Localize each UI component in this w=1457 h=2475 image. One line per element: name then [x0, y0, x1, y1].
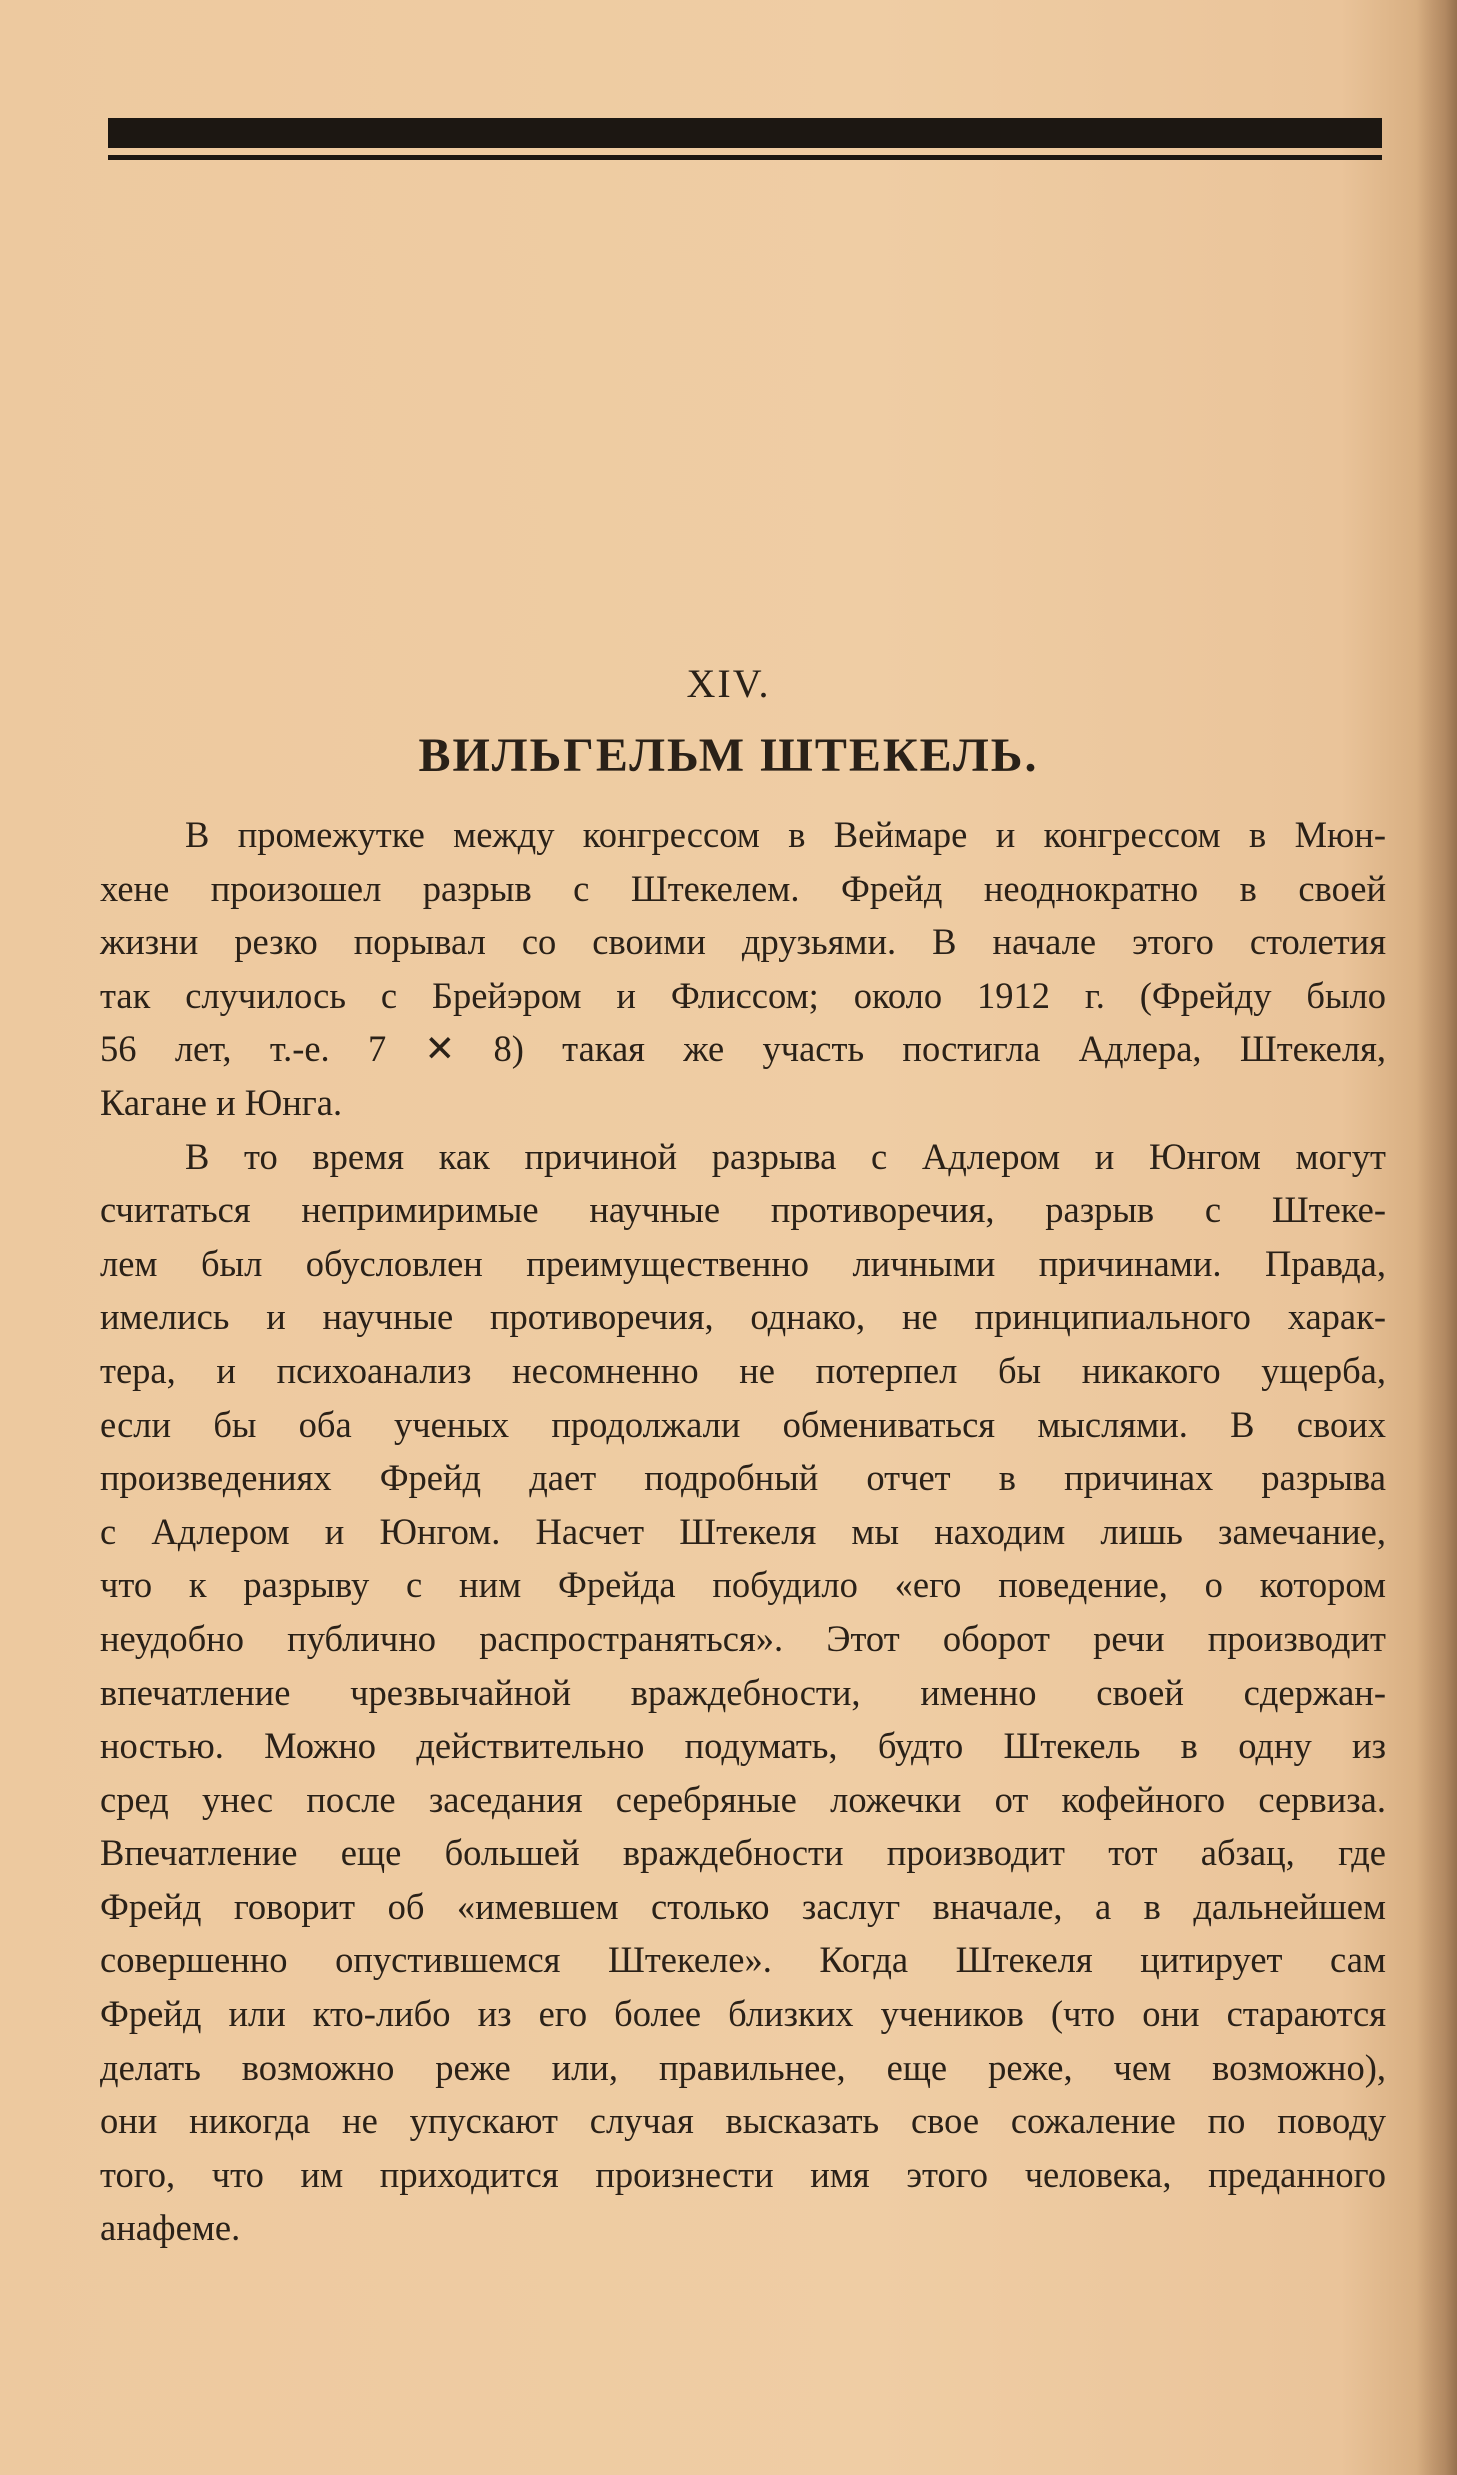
- text-line: впечатление чрезвычайной враждебности, именно своей сдержан-: [100, 1671, 1386, 1713]
- text-line: 56 лет, т.-е. 7 ✕ 8) такая же участь постигла Адлера, Штекеля,: [100, 1028, 1386, 1070]
- text-line: совершенно опустившемся Штекеле». Когда Штекеля цитирует сам: [100, 1939, 1386, 1981]
- chapter-body: [100, 808, 1386, 2255]
- text-line: считаться непримиримые научные противоречия, разрыв с Штеке-: [100, 1189, 1386, 1231]
- text-line: делать возможно реже или, правильнее, еще реже, чем возможно),: [100, 2046, 1386, 2088]
- page-spine-shadow: [1417, 0, 1457, 2475]
- text-line: Кагане и Юнга.: [100, 1081, 343, 1123]
- text-line: имелись и научные противоречия, однако, не принципиального харак-: [100, 1296, 1386, 1338]
- header-rule-thick: [108, 118, 1382, 148]
- text-line: Фрейд говорит об «имевшем столько заслуг вначале, а в дальнейшем: [100, 1885, 1386, 1927]
- text-line: произведениях Фрейд дает подробный отчет в причинах разрыва: [100, 1457, 1386, 1499]
- text-line: хене произошел разрыв с Штекелем. Фрейд неоднократно в своей: [100, 867, 1386, 909]
- text-line: лем был обусловлен преимущественно личными причинами. Правда,: [100, 1242, 1386, 1284]
- text-line: жизни резко порывал со своими друзьями. В начале этого столетия: [100, 921, 1386, 963]
- text-line: сред унес после заседания серебряные ложечки от кофейного сервиза.: [100, 1778, 1386, 1820]
- chapter-number: XIV.: [686, 661, 771, 706]
- text-line: неудобно публично распространяться». Этот оборот речи производит: [100, 1617, 1386, 1659]
- text-line: если бы оба ученых продолжали обмениваться мыслями. В своих: [100, 1403, 1386, 1445]
- text-line: тера, и психоанализ несомненно не потерпел бы никакого ущерба,: [100, 1349, 1386, 1391]
- text-line: с Адлером и Юнгом. Насчет Штекеля мы находим лишь замечание,: [100, 1510, 1386, 1552]
- text-line: В промежутке между конгрессом в Веймаре и конгрессом в Мюн-: [185, 814, 1386, 855]
- header-rule-thin: [108, 155, 1382, 160]
- text-line: того, что им приходится произнести имя этого человека, преданного: [100, 2153, 1386, 2195]
- text-line: что к разрыву с ним Фрейда побудило «его поведение, о котором: [100, 1564, 1386, 1606]
- text-line: Впечатление еще большей враждебности производит тот абзац, где: [100, 1832, 1386, 1874]
- text-line: так случилось с Брейэром и Флиссом; около 1912 г. (Фрейду было: [100, 974, 1386, 1016]
- paragraph-2: [100, 1130, 1386, 2255]
- paragraph-1: [100, 808, 1386, 1130]
- text-line: В то время как причиной разрыва с Адлером и Юнгом могут: [185, 1135, 1386, 1177]
- text-line: они никогда не упускают случая высказать свое сожаление по поводу: [100, 2100, 1386, 2142]
- text-line: Фрейд или кто-либо из его более близких учеников (что они стараются: [100, 1993, 1386, 2035]
- text-line: анафеме.: [100, 2207, 241, 2249]
- chapter-title: ВИЛЬГЕЛЬМ ШТЕКЕЛЬ.: [418, 729, 1039, 782]
- text-line: ностью. Можно действительно подумать, будто Штекель в одну из: [100, 1725, 1386, 1767]
